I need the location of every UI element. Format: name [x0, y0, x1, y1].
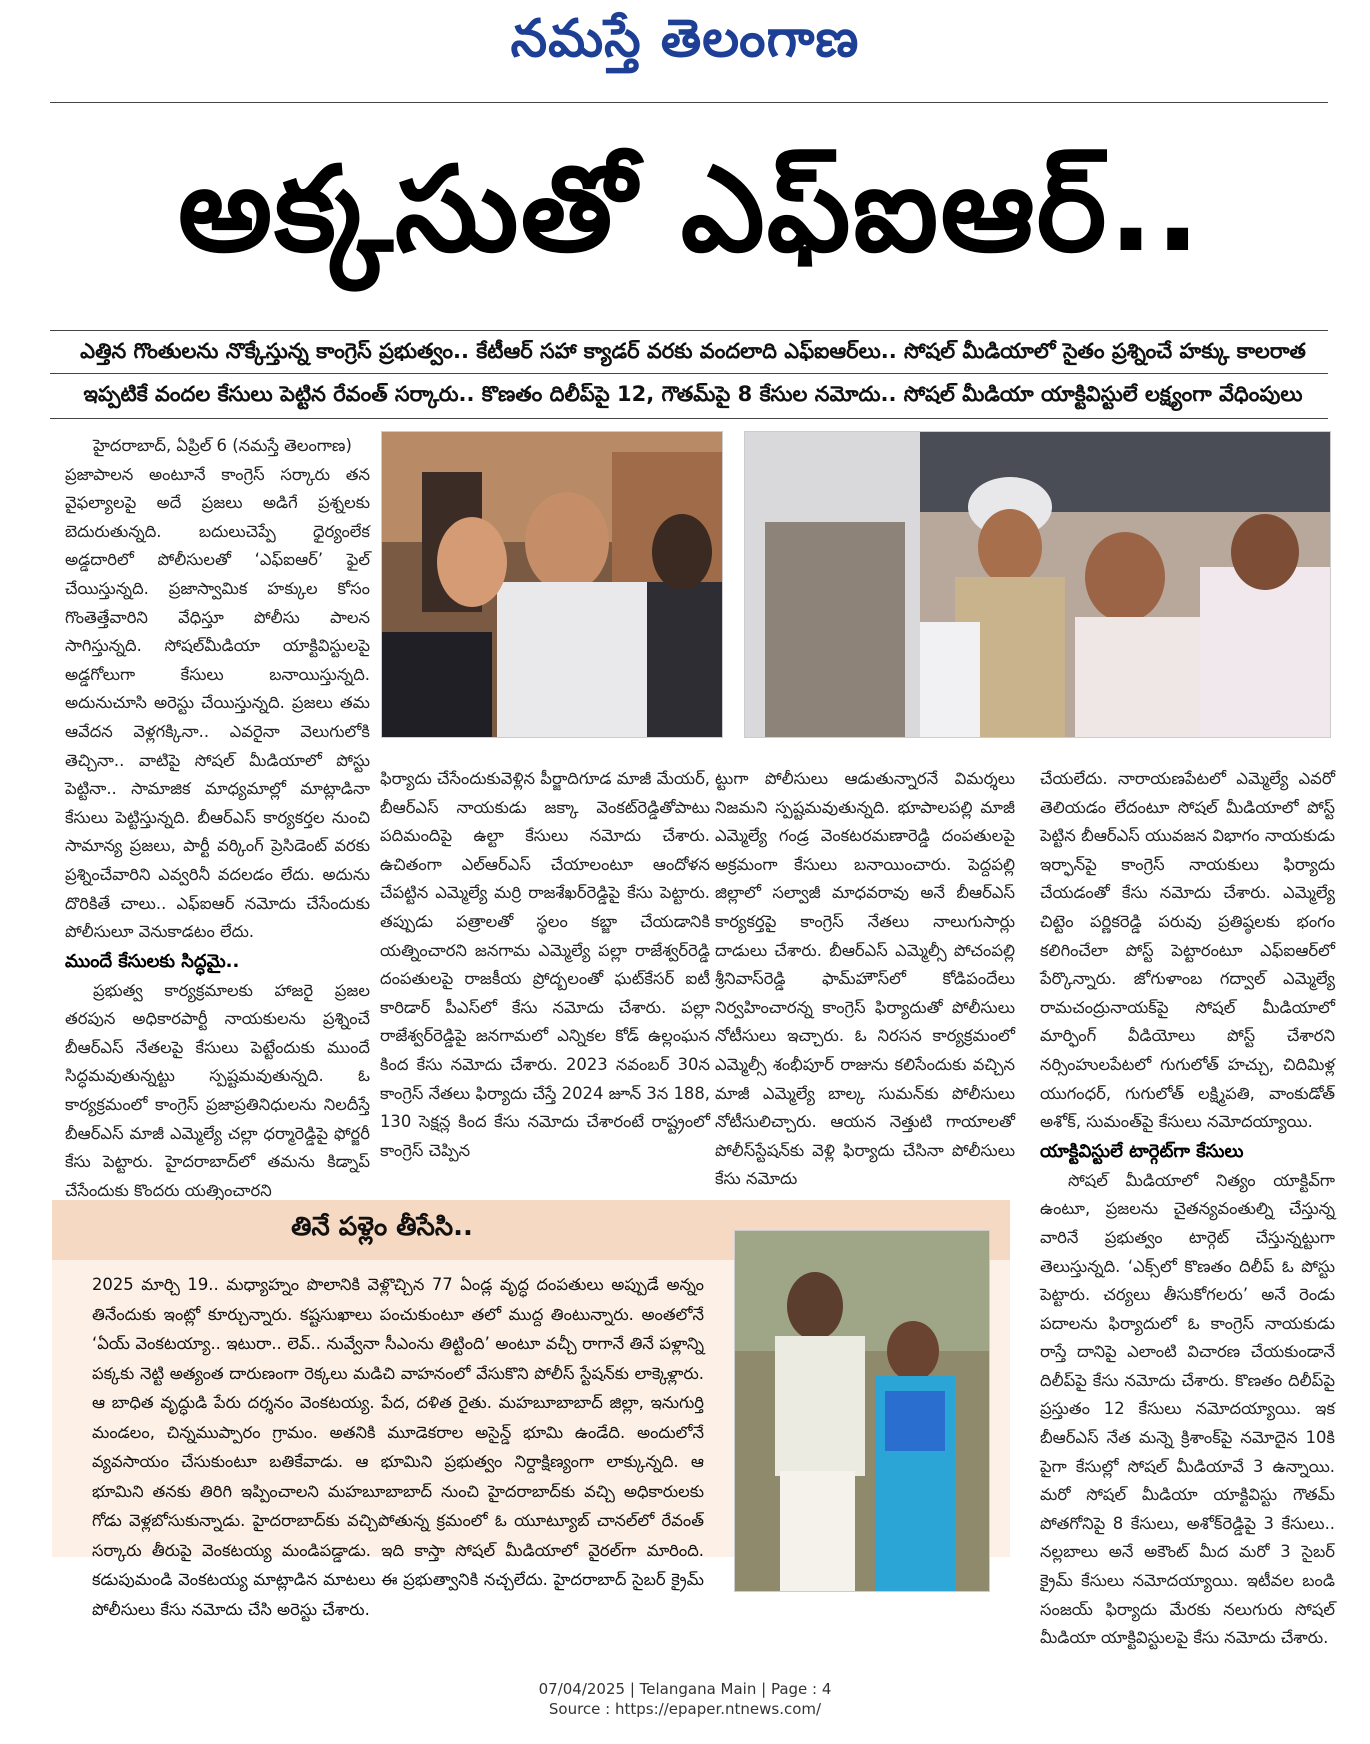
footer-source: Source : https://epaper.ntnews.com/	[548, 1700, 822, 1718]
headline-rule	[50, 330, 1328, 331]
dateline: హైదరాబాద్, ఏప్రిల్ 6 (నమస్తే తెలంగాణ)	[93, 436, 352, 455]
article-paragraph: ప్రజాపాలన అంటూనే కాంగ్రెస్ సర్కారు తన వైఫల్యాలపై అదే ప్రజలు అడిగే ప్రశ్నలకు బెదురుతున్నది. బదులుచెప్పే ధైర్యంలేక అడ్డదారిలో పోలీసులతో ‘ఎఫ్ఐఆర్’ ఫైల్ చేయిస్తున్నది. ప్రజాస్వామిక హక్కుల కోసం గొంతెత్తేవారిని వేధిస్తూ పోలీసు పాలన సాగిస్తున్నది. సోషల్‌మీడియా యాక్టివిస్టులపై అడ్డగోలుగా కేసులు బనాయిస్తున్నది. అదునుచూసి అరెస్టు చేయిస్తున్నది. ప్రజలు తమ ఆవేదన వెళ్లగక్కినా.. ఎవరైనా వెలుగులోకి తెచ్చినా.. వాటిపై సోషల్ మీడియాలో పోస్టు పెట్టినా.. సామాజిక మాధ్యమాల్లో మాట్లాడినా కేసులు పెట్టిస్తున్నది. బీఆర్‌ఎస్ కార్యకర్తల నుంచి సామాన్య ప్రజలు, పార్టీ వర్కింగ్ ప్రెసిడెంట్ వరకు ప్రశ్నించేవారిని ఎవ్వరినీ వదలడం లేదు. అదును దొరికితే చాలు.. ఎఫ్ఐఆర్ నమోదు చేసేందుకు పోలీసులూ వెనుకాడటం లేదు.	[65, 464, 370, 942]
box-story-title: తినే పళ్లెం తీసేసి..	[291, 1212, 473, 1242]
article-column-1	[65, 432, 370, 1205]
masthead-title: నమస్తే తెలంగాణ	[510, 8, 860, 69]
article-column-4	[1040, 765, 1335, 1653]
footer-info: 07/04/2025 | Telangana Main | Page : 4	[538, 1680, 832, 1698]
article-paragraph: సోషల్ మీడియాలో నిత్యం యాక్టివ్‌గా ఉంటూ, ప్రజలను చైతన్యవంతుల్ని చేస్తున్న వారినే ప్రభుత్వం టార్గెట్ చేస్తున్నట్టుగా తెలుస్తున్నది. ‘ఎక్స్‌లో కొణతం దిలీప్ ఓ పోస్టు పెట్టారు. చర్యలు తీసుకోగలరు’ అనే రెండు పదాలను ఫిర్యాదులో ఓ కాంగ్రెస్ నాయకుడు రాస్తే దానిపై ఎలాంటి విచారణ చేయకుండానే దిలీప్‌పై కేసు నమోదు చేశారు. కొణతం దిలీప్‌పై ప్రస్తుతం 12 కేసులు నమోదయ్యాయి. ఇక బీఆర్‌ఎస్ నేత మన్నె క్రిశాంక్‌పై నమోదైన 10కి పైగా కేసుల్లో సోషల్ మీడియావే 3 ఉన్నాయి. మరో సోషల్ మీడియా యాక్టివిస్టు గౌతమ్ పోతగోనిపై 8 కేసులు, అశోక్‌రెడ్డిపై 3 కేసులు.. నల్లబాలు అనే అకౌంట్ మీద మరో 3 సైబర్ క్రైమ్ కేసులు నమోదయ్యాయి. ఇటీవల బండి సంజయ్ ఫిర్యాదు మేరకు నలుగురు సోషల్ మీడియా యాక్టివిస్టులపై కేసు నమోదు చేశారు.	[1040, 1170, 1335, 1648]
article-paragraph: ట్టుగా పోలీసులు ఆడుతున్నారనే విమర్శలు నిజమని స్పష్టమవుతున్నది. భూపాలపల్లి మాజీ ఎమ్మెల్యే గండ్ర వెంకటరమణారెడ్డి దంపతులపై అక్రమంగా కేసులు బనాయించారు. పెద్దపల్లి జిల్లాలో సల్వాజీ మాధవరావు అనే బీఆర్‌ఎస్ కార్యకర్తపై కాంగ్రెస్ నేతలు నాలుగుసార్లు దాడులు చేశారు. బీఆర్‌ఎస్ ఎమ్మెల్సీ పోచంపల్లి శ్రీనివాస్‌రెడ్డి ఫామ్‌హౌస్‌లో కోడిపందేలు నిర్వహించారన్న కాంగ్రెస్ ఫిర్యాదుతో పోలీసులు నోటీసులు ఇచ్చారు. ఓ నిరసన కార్యక్రమంలో ఎమ్మెల్సీ శంభీపూర్ రాజును కలిసేందుకు వచ్చిన మాజీ ఎమ్మెల్యే బాల్క సుమన్‌కు పోలీసులు నోటీసులిచ్చారు. ఆయన నెత్తుటి గాయాలతో పోలీస్‌స్టేషన్‌కు వెళ్లి ఫిర్యాదు చేసినా పోలీసులు కేసు నమోదు	[715, 769, 1015, 1189]
subheading-1: ఎత్తిన గొంతులను నొక్కేస్తున్న కాంగ్రెస్ ప్రభుత్వం.. కేటీఆర్ సహా క్యాడర్ వరకు వందలాది ఎఫ్ఐఆర్‌లు.. సోషల్ మీడియాలో సైతం ప్రశ్నించే హక్కు కాలరాత	[80, 339, 1306, 363]
box-story-text: 2025 మార్చి 19.. మధ్యాహ్నం పొలానికి వెళ్లొచ్చిన 77 ఏండ్ల వృద్ధ దంపతులు అప్పుడే అన్నం తినేందుకు ఇంట్లో కూర్చున్నారు. కష్టసుఖాలు పంచుకుంటూ తలో ముద్ద తింటున్నారు. అంతలోనే ‘ఏయ్ వెంకటయ్యా.. ఇటురా.. లెవ్.. నువ్వేనా సీఎంను తిట్టింది’ అంటూ వచ్చీ రాగానే తినే పళ్లాన్ని పక్కకు నెట్టి అత్యంత దారుణంగా రెక్కలు మడిచి వాహనంలో వేసుకొని పోలీస్ స్టేషన్‌కు లాక్కెళ్లారు. ఆ బాధిత వృద్ధుడి పేరు దర్శనం వెంకటయ్య. పేద, దళిత రైతు. మహబూబాబాద్ జిల్లా, ఇనుగుర్తి మండలం, చిన్నముప్పారం గ్రామం. అతనికి మూడెకరాల అసైన్డ్ భూమి ఉండేది. అందులోనే వ్యవసాయం చేసుకుంటూ బతికేవాడు. ఆ భూమిని ప్రభుత్వం నిర్దాక్షిణ్యంగా లాక్కున్నది. ఆ భూమిని తనకు తిరిగి ఇప్పించాలని మహబూబాబాద్ నుంచి హైదరాబాద్‌కు వచ్చి అధికారులకు గోడు వెళ్లబోసుకున్నాడు. హైదరాబాద్‌కు వచ్చిపోతున్న క్రమంలో ఓ యూట్యూబ్ చానల్‌లో రేవంత్ సర్కారు తీరుపై వెంకటయ్య మండిపడ్డాడు. ఇది కాస్తా సోషల్ మీడియాలో వైరల్‌గా మారింది. కడుపుమండి వెంకటయ్య మాట్లాడిన మాటలు ఈ ప్రభుత్వానికి నచ్చలేదు. హైదరాబాద్ సైబర్ క్రైమ్ పోలీసులు కేసు నమోదు చేసి అరెస్టు చేశారు.	[92, 1275, 704, 1619]
subheading-rule-2	[50, 418, 1328, 419]
subheading-rule	[50, 373, 1328, 374]
headline: అక్కసుతో ఎఫ్ఐఆర్..	[177, 140, 1203, 278]
article-paragraph: ప్రభుత్వ కార్యక్రమాలకు హాజరై ప్రజల తరపున అధికారపార్టీ నాయకులను ప్రశ్నించే బీఆర్‌ఎస్ నేతలపై కేసులు పెట్టేందుకు ముందే సిద్ధమవుతున్నట్టు స్పష్టమవుతున్నది. ఓ కార్యక్రమంలో కాంగ్రెస్ ప్రజాప్రతినిధులను నిలదీస్తే బీఆర్‌ఎస్ మాజీ ఎమ్మెల్యే చల్లా ధర్మారెడ్డిపై ఫోర్జరీ కేసు పెట్టారు. హైదరాబాద్‌లో తమను కిడ్నాప్ చేసేందుకు కొందరు యత్నించారని	[65, 980, 370, 1200]
article-column-3	[715, 765, 1015, 1194]
article-paragraph: చేయలేదు. నారాయణపేటలో ఎమ్మెల్యే ఎవరో తెలియడం లేదంటూ సోషల్ మీడియాలో పోస్ట్ పెట్టిన బీఆర్‌ఎస్ యువజన విభాగం నాయకుడు ఇర్ఫాన్‌పై కాంగ్రెస్ నాయకులు ఫిర్యాదు చేయడంతో కేసు నమోదు చేశారు. ఎమ్మెల్యే చిట్టెం పర్ణికరెడ్డి పరువు ప్రతిష్ఠలకు భంగం కలిగించేలా పోస్ట్ పెట్టారంటూ ఎఫ్ఐఆర్‌లో పేర్కొన్నారు. జోగుళాంబ గద్వాల్ ఎమ్మెల్యే రామచంద్రునాయక్‌పై సోషల్ మీడియాలో మార్ఫింగ్ వీడియోలు పోస్ట్ చేశారని నర్సింహులపేటలో గుగులోత్ హచ్చు, చిదిమిళ్ల యుగంధర్, గుగులోత్ లక్ష్మిపతి, వాంకుడోత్ అశోక్, సుమంత్‌పై కేసులు నమోదయ్యాయి.	[1040, 769, 1335, 1132]
photo-elderly-couple	[734, 1230, 990, 1592]
masthead-rule	[50, 102, 1328, 103]
photo-arrest-1	[381, 431, 723, 738]
section-heading: యాక్టివిస్టులే టార్గెట్‌గా కేసులు	[1040, 1140, 1244, 1162]
photo-arrest-2	[744, 431, 1331, 738]
subheading-2: ఇప్పటికే వందల కేసులు పెట్టిన రేవంత్ సర్కారు.. కొణతం దిలీప్‌పై 12, గౌతమ్‌పై 8 కేసుల నమోదు.. సోషల్ మీడియా యాక్టివిస్టులే లక్ష్యంగా వేధింపులు	[83, 382, 1303, 406]
section-heading: ముందే కేసులకు సిద్ధమై..	[65, 950, 240, 972]
article-paragraph: ఫిర్యాదు చేసేందుకువెళ్లిన పీర్జాదిగూడ మాజీ మేయర్, బీఆర్‌ఎస్ నాయకుడు జక్కా వెంకట్‌రెడ్డితోపాటు పదిమందిపై ఉల్టా కేసులు నమోదు చేశారు. ఉచితంగా ఎల్‌ఆర్‌ఎస్ చేయాలంటూ ఆందోళన చేపట్టిన ఎమ్మెల్యే మర్రి రాజశేఖర్‌రెడ్డిపై కేసు పెట్టారు. తప్పుడు పత్రాలతో స్థలం కబ్జా చేయడానికి యత్నించారని జనగామ ఎమ్మెల్యే పల్లా రాజేశ్వర్‌రెడ్డి దంపతులపై రాజకీయ ప్రోద్బలంతో ఘట్‌కేసర్ ఐటీ కారిడార్ పీఎస్‌లో కేసు నమోదు చేశారు. పల్లా రాజేశ్వర్‌రెడ్డిపై జనగామలో ఎన్నికల కోడ్ ఉల్లంఘన కింద కేసు నమోదు చేశారు. 2023 నవంబర్ 30న కాంగ్రెస్ నేతలు ఫిర్యాదు చేస్తే 2024 జూన్ 3న 188, 130 సెక్షన్ల కింద కేసు నమోదు చేశారంటే రాష్ట్రంలో కాంగ్రెస్ చెప్పిన	[380, 769, 710, 1160]
article-column-2	[380, 765, 710, 1165]
